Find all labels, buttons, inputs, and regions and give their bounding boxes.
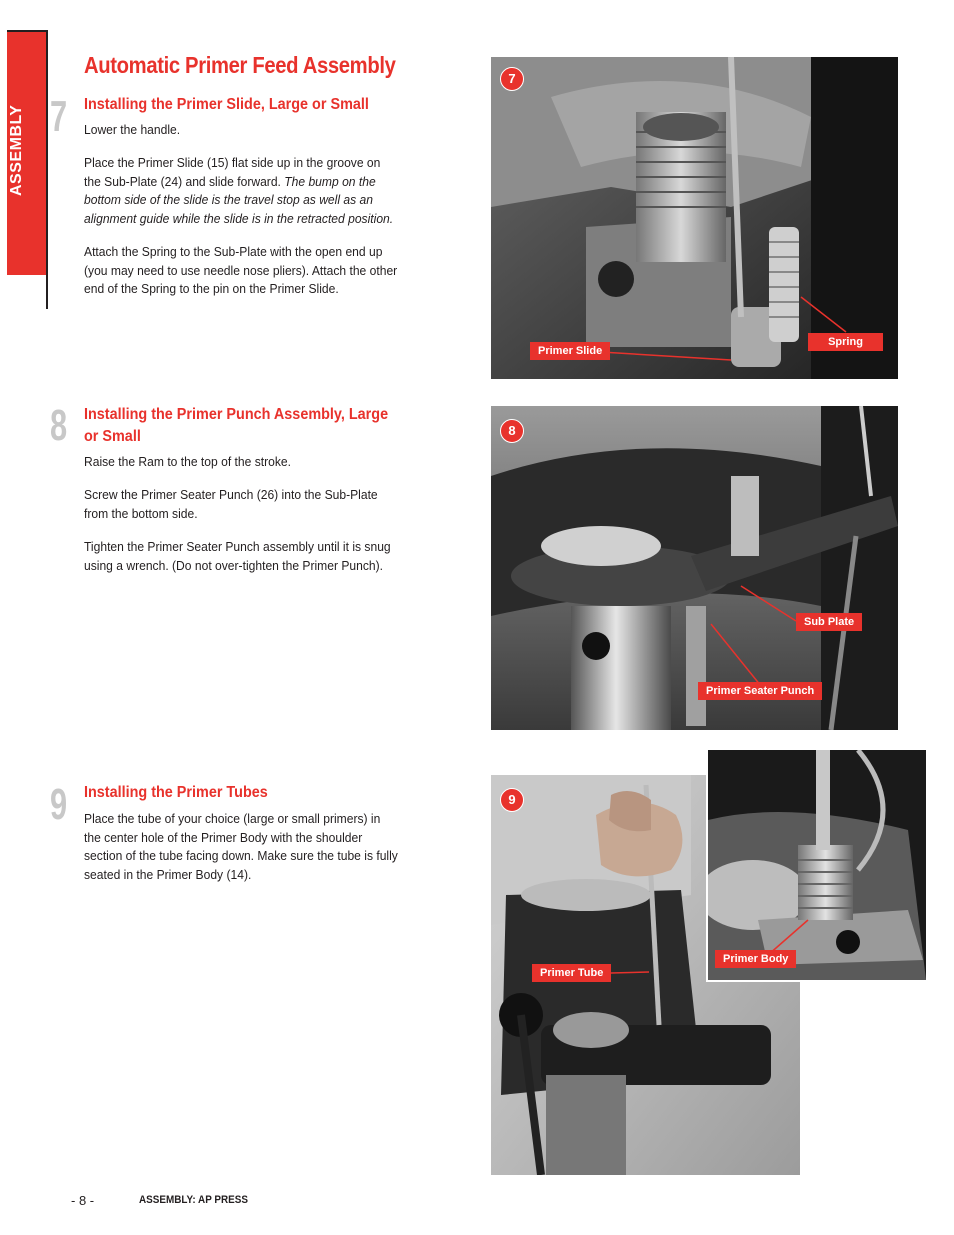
step-number-7: 7 bbox=[50, 92, 68, 141]
callout-sub-plate: Sub Plate bbox=[796, 613, 862, 631]
figure-9-badge: 9 bbox=[500, 788, 524, 812]
step-8-paragraph-1: Raise the Ram to the top of the stroke. bbox=[84, 454, 291, 469]
callout-primer-body: Primer Body bbox=[715, 950, 796, 968]
figure-8-badge: 8 bbox=[500, 419, 524, 443]
callout-primer-slide: Primer Slide bbox=[530, 342, 610, 360]
step-8-paragraph-3: Tighten the Primer Seater Punch assembly until it is snug using a wrench. (Do not over-tighten the Primer Punch). bbox=[84, 539, 391, 573]
step-7-heading: Installing the Primer Slide, Large or Small bbox=[84, 96, 369, 113]
callout-primer-seater-punch: Primer Seater Punch bbox=[698, 682, 822, 700]
figure-8-photo bbox=[491, 406, 898, 730]
footer-title: ASSEMBLY: AP PRESS bbox=[139, 1194, 248, 1206]
figure-7-photo bbox=[491, 57, 898, 379]
step-7-paragraph-3: Attach the Spring to the Sub-Plate with the open end up (you may need to use needle nose pliers). Attach the other end of the Spring to the pin on the Primer Slide. bbox=[84, 244, 398, 296]
callout-primer-tube: Primer Tube bbox=[532, 964, 611, 982]
step-number-9: 9 bbox=[50, 780, 68, 829]
step-7-paragraph-2-italic: The bump on the bottom side of the slide is the travel stop as well as an alignment guide while the slide is in the retracted position. bbox=[84, 173, 394, 226]
step-9-paragraph-1: Place the tube of your choice (large or small primers) in the center hole of the Primer Body with the shoulder section of the tube facing down. Make sure the tube is fully seated in the Primer Body (14). bbox=[84, 811, 398, 882]
step-7-paragraph-2 bbox=[84, 154, 400, 228]
step-number-8: 8 bbox=[50, 401, 68, 450]
figure-9-inset-photo bbox=[706, 750, 926, 982]
step-7-paragraph-2-text: Place the Primer Slide (15) flat side up in the groove on the Sub-Plate (24) and slide forward. bbox=[84, 155, 381, 189]
step-9-heading: Installing the Primer Tubes bbox=[84, 784, 268, 801]
step-7-paragraph-1: Lower the handle. bbox=[84, 122, 181, 137]
callout-spring: Spring bbox=[808, 333, 883, 351]
page-title: Automatic Primer Feed Assembly bbox=[84, 52, 396, 78]
page-number: - 8 - bbox=[71, 1193, 95, 1208]
figure-7-badge: 7 bbox=[500, 67, 524, 91]
side-tab-label: ASSEMBLY bbox=[8, 104, 25, 196]
step-8-paragraph-2: Screw the Primer Seater Punch (26) into the Sub-Plate from the bottom side. bbox=[84, 487, 378, 521]
step-8-heading: Installing the Primer Punch Assembly, Large or Small bbox=[84, 406, 389, 445]
side-tab-border-top bbox=[7, 30, 48, 32]
